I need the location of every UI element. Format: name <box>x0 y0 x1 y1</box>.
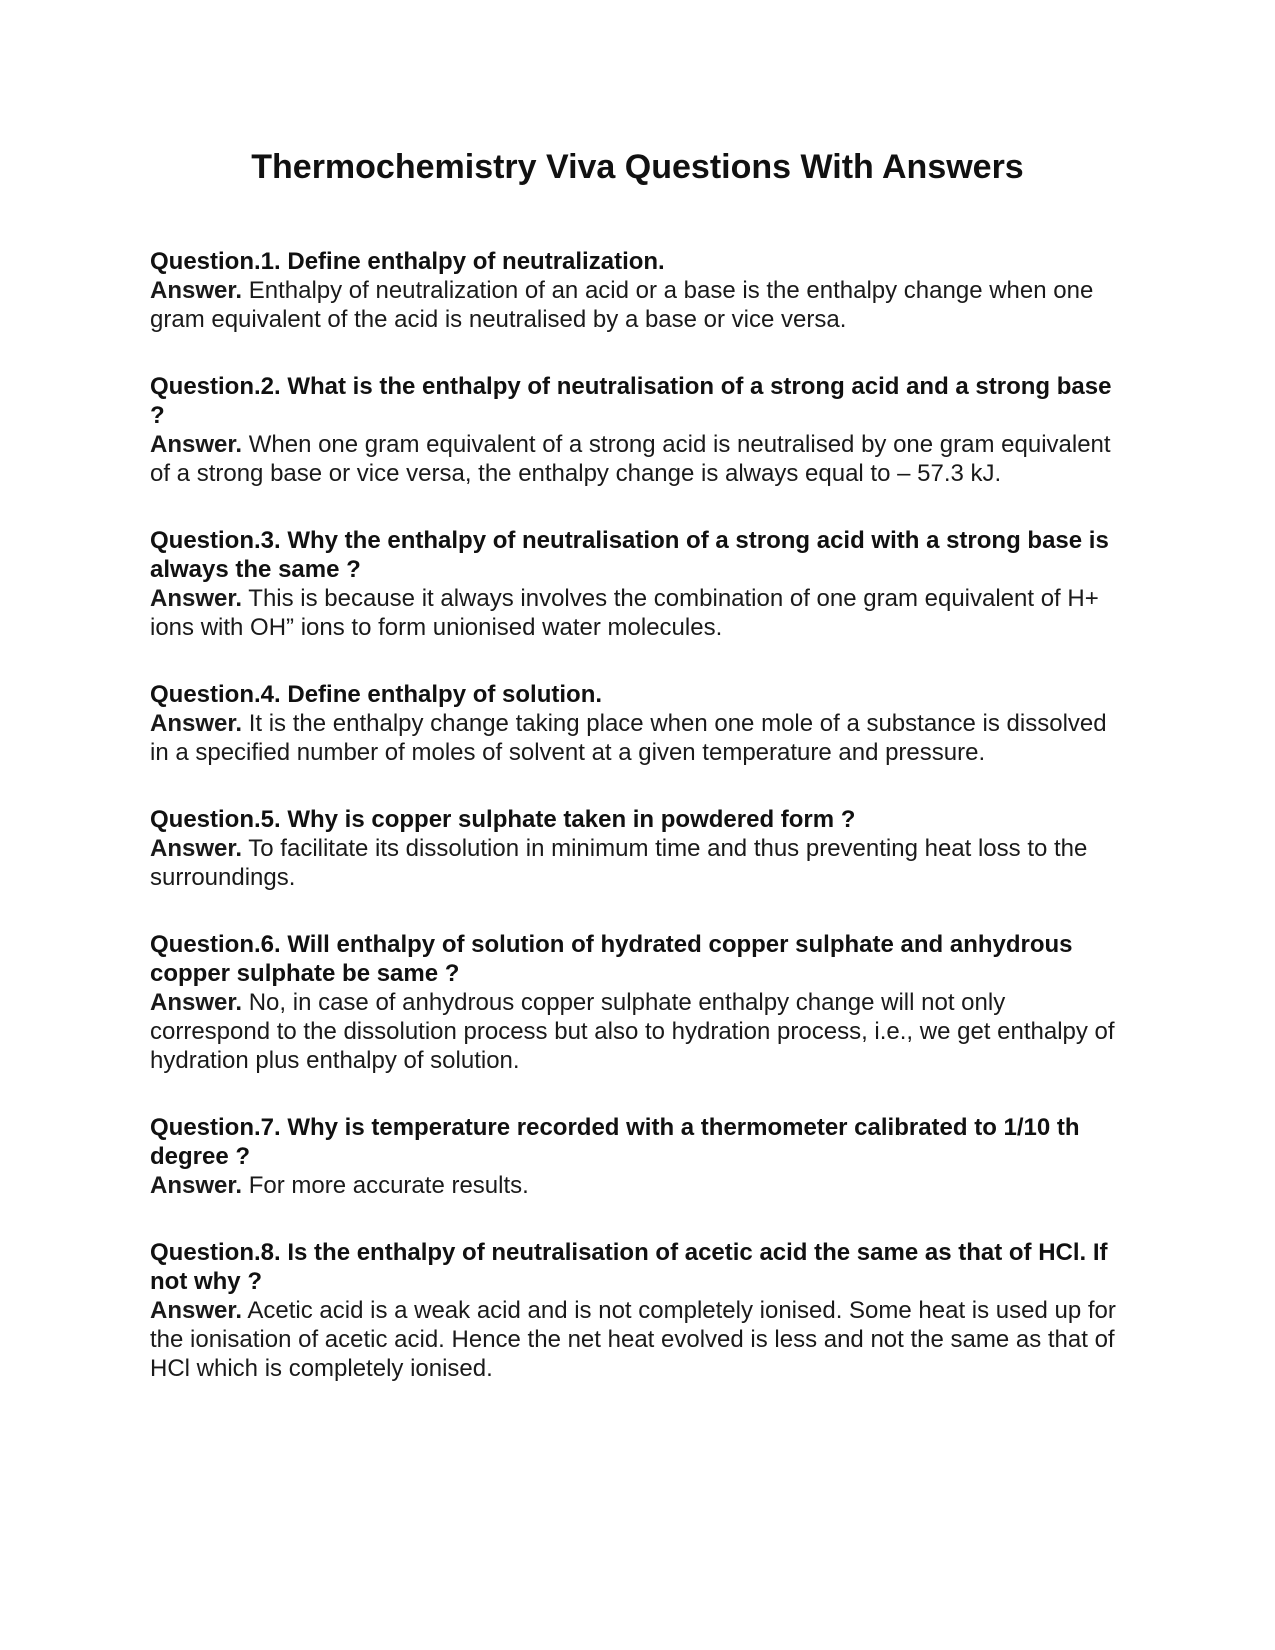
question-text: Question.2. What is the enthalpy of neutralisation of a strong acid and a strong base ? <box>150 373 1112 429</box>
answer-paragraph <box>150 584 1130 642</box>
answer-text: It is the enthalpy change taking place when one mole of a substance is dissolved in a specified number of moles of solvent at a given temperature and pressure. <box>150 710 1107 766</box>
question-text: Question.1. Define enthalpy of neutralization. <box>150 248 665 275</box>
answer-text: No, in case of anhydrous copper sulphate enthalpy change will not only correspond to the dissolution process but also to hydration process, i.e., we get enthalpy of hydration plus enthalpy of solution. <box>150 989 1115 1074</box>
page-title: Thermochemistry Viva Questions With Answers <box>251 148 1024 186</box>
answer-label: Answer. <box>150 277 243 304</box>
answer-label: Answer. <box>150 431 243 458</box>
qa-item <box>150 930 1130 1075</box>
qa-list <box>150 247 1130 1421</box>
qa-item <box>150 372 1130 488</box>
answer-label: Answer. <box>150 585 243 612</box>
qa-item <box>150 247 1130 334</box>
answer-paragraph <box>150 1171 1130 1200</box>
answer-label: Answer. <box>150 835 243 862</box>
question-text: Question.7. Why is temperature recorded with a thermometer calibrated to 1/10 th degree ? <box>150 1114 1080 1170</box>
qa-item <box>150 680 1130 767</box>
question-text: Question.8. Is the enthalpy of neutralisation of acetic acid the same as that of HCl. If not why ? <box>150 1239 1108 1295</box>
qa-item <box>150 805 1130 892</box>
answer-paragraph <box>150 709 1130 767</box>
qa-item <box>150 526 1130 642</box>
answer-text: This is because it always involves the combination of one gram equivalent of H+ ions with OH” ions to form unionised water molecules. <box>150 585 1099 641</box>
answer-text: When one gram equivalent of a strong acid is neutralised by one gram equivalent of a strong base or vice versa, the enthalpy change is always equal to – 57.3 kJ. <box>150 431 1111 487</box>
question-text: Question.6. Will enthalpy of solution of hydrated copper sulphate and anhydrous copper sulphate be same ? <box>150 931 1073 987</box>
answer-text: To facilitate its dissolution in minimum time and thus preventing heat loss to the surroundings. <box>150 835 1088 891</box>
question-text: Question.5. Why is copper sulphate taken in powdered form ? <box>150 806 856 833</box>
answer-paragraph <box>150 430 1130 488</box>
answer-label: Answer. <box>150 1172 243 1199</box>
answer-text: For more accurate results. <box>248 1172 529 1199</box>
answer-paragraph <box>150 276 1130 334</box>
qa-item <box>150 1238 1130 1383</box>
question-text: Question.3. Why the enthalpy of neutralisation of a strong acid with a strong base is always the same ? <box>150 527 1109 583</box>
answer-paragraph <box>150 834 1130 892</box>
answer-paragraph <box>150 1296 1130 1383</box>
answer-label: Answer. <box>150 1297 243 1324</box>
answer-label: Answer. <box>150 989 243 1016</box>
qa-item <box>150 1113 1130 1200</box>
question-text: Question.4. Define enthalpy of solution. <box>150 681 603 708</box>
answer-text: Acetic acid is a weak acid and is not completely ionised. Some heat is used up for the ionisation of acetic acid. Hence the net heat evolved is less and not the same as that of HCl which is completely ionised. <box>150 1297 1116 1382</box>
answer-paragraph <box>150 988 1130 1075</box>
answer-text: Enthalpy of neutralization of an acid or a base is the enthalpy change when one gram equivalent of the acid is neutralised by a base or vice versa. <box>150 277 1094 333</box>
answer-label: Answer. <box>150 710 243 737</box>
